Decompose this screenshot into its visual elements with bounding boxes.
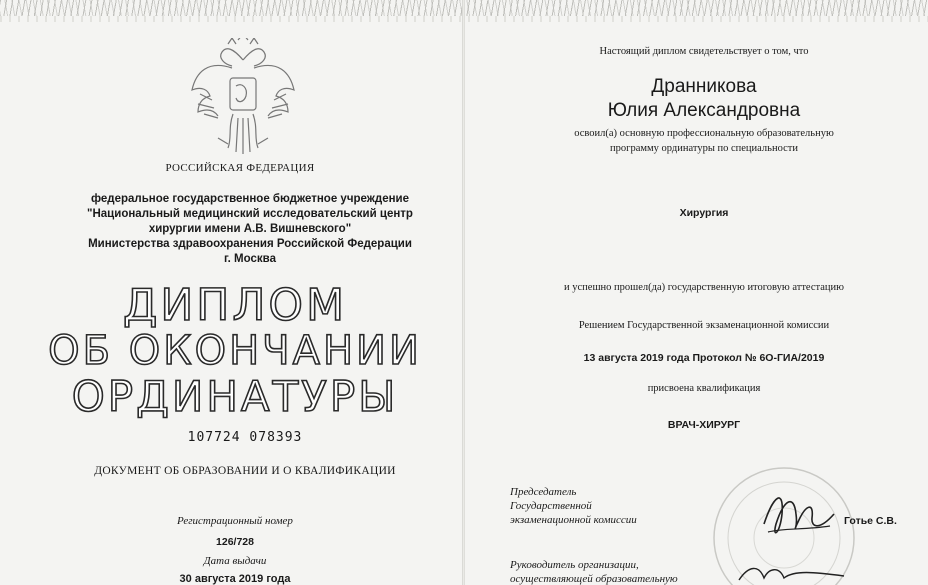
head-title-line: Руководитель организации, [510, 559, 639, 571]
commission-decision-text: Решением Государственной экзаменационной комиссии [578, 320, 830, 331]
diploma-title-line: ДИПЛОМ [122, 280, 348, 331]
issue-date-value: 30 августа 2019 года [179, 573, 291, 585]
qualification-assigned-label: присвоена квалификация [647, 383, 761, 394]
institution-line: "Национальный медицинский исследовательский центр [87, 208, 413, 220]
program-text-line: освоил(а) основную профессиональную образовательную [574, 128, 834, 139]
diploma-title-line: ОРДИНАТУРЫ [71, 372, 399, 421]
chair-title-line: экзаменационной комиссии [510, 514, 637, 526]
chair-title-line: Председатель [510, 486, 577, 498]
registration-number-label: Регистрационный номер [177, 515, 293, 527]
diploma-title-line: ОБ ОКОНЧАНИИ [48, 328, 422, 374]
graduate-surname: Дранникова [651, 76, 757, 97]
chair-signature [754, 484, 844, 544]
diploma-right-page [464, 0, 928, 585]
institution-line: хирургии имени А.В. Вишневского" [148, 223, 352, 235]
specialty-name: Хирургия [679, 207, 729, 219]
head-title-line: осуществляющей образовательную [510, 573, 678, 585]
institution-line: федеральное государственное бюджетное учреждение [90, 193, 410, 205]
coat-of-arms-emblem [188, 38, 298, 158]
issue-date-label: Дата выдачи [203, 555, 267, 567]
chair-title-line: Государственной [510, 500, 592, 512]
country-name: РОССИЙСКАЯ ФЕДЕРАЦИЯ [165, 162, 315, 174]
chair-name: Готье С.В. [844, 515, 897, 527]
registration-number-value: 126/728 [216, 536, 254, 548]
institution-city: г. Москва [224, 253, 276, 265]
institution-line: Министерства здравоохранения Российской Федерации [88, 238, 412, 250]
organization-head-title [510, 558, 710, 585]
graduate-given-names: Юлия Александровна [607, 100, 801, 121]
certifies-intro: Настоящий диплом свидетельствует о том, что [599, 46, 809, 57]
program-text-line: программу ординатуры по специальности [610, 143, 798, 154]
qualification-name: ВРАЧ-ХИРУРГ [667, 419, 741, 431]
diploma-serial-number: 107724 078393 [187, 430, 303, 445]
attestation-passed-text: и успешно прошел(да) государственную итоговую аттестацию [564, 282, 844, 293]
head-signature [734, 560, 854, 585]
protocol-reference: 13 августа 2019 года Протокол № 6О-ГИА/2019 [583, 352, 825, 364]
institution-block [70, 192, 430, 267]
commission-chair-title [510, 485, 690, 527]
document-type-line: ДОКУМЕНТ ОБ ОБРАЗОВАНИИ И О КВАЛИФИКАЦИИ [94, 465, 396, 477]
